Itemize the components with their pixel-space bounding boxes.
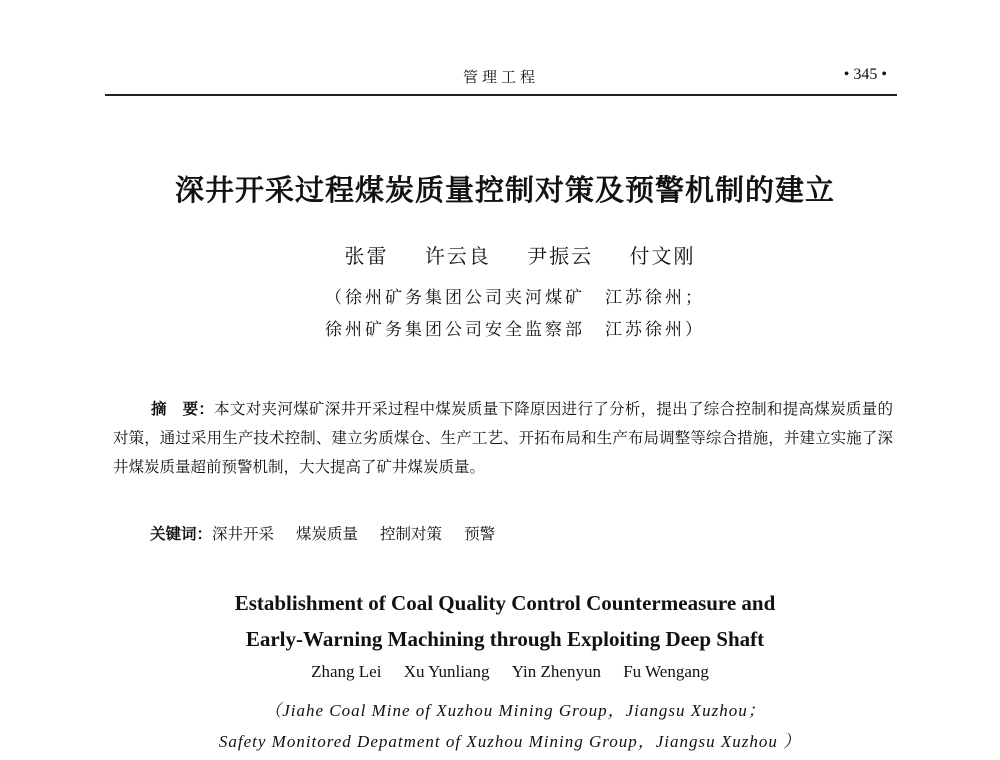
affiliation-en-line1: （Jiahe Coal Mine of Xuzhou Mining Group，Jiangsu Xuzhou； [264,701,766,720]
author-cn: 张雷 [344,244,389,268]
keyword: 深井开采 [212,525,275,543]
abstract-text: 本文对夹河煤矿深井开采过程中煤炭质量下降原因进行了分析，提出了综合控制和提高煤炭质量的对策，通过采用生产技术控制、建立劣质煤仓、生产工艺、开拓布局和生产布局调整等综合措施，并建立实施了深井煤炭质量超前预警机制，大大提高了矿井煤炭质量。 [113,400,893,476]
author-en: Xu Yunliang [403,662,490,681]
authors-cn [40,240,1000,269]
paper-title-en-line2: Early-Warning Machining through Exploiting Deep Shaft [245,627,765,651]
author-cn: 付文刚 [629,244,696,268]
paper-title-en-line1: Establishment of Coal Quality Control Countermeasure and [234,591,776,615]
keyword: 控制对策 [380,525,443,543]
running-header [105,60,897,96]
keywords-label: 关键词： [150,525,213,543]
author-en: Yin Zhenyun [511,662,601,681]
affiliation-cn-line2: 徐州矿务集团公司安全监察部 江苏徐州） [325,320,705,340]
author-cn: 尹振云 [527,244,594,268]
author-en: Zhang Lei [311,662,382,681]
abstract [113,395,893,482]
page-number: • 345 • [843,66,887,83]
author-cn: 许云良 [424,244,491,268]
affiliation-en-line2: Safety Monitored Depatment of Xuzhou Mining Group，Jiangsu Xuzhou ） [218,732,802,751]
authors-en [20,662,1000,682]
author-en: Fu Wengang [623,662,709,681]
section-title: 管理工程 [462,68,539,86]
paper-title-cn: 深井开采过程煤炭质量控制对策及预警机制的建立 [174,173,835,207]
abstract-label: 摘 要： [151,400,215,418]
keywords [150,522,517,544]
affiliation-cn-line1: （徐州矿务集团公司夹河煤矿 江苏徐州； [325,288,705,308]
keyword: 预警 [464,525,496,543]
keyword: 煤炭质量 [296,525,359,543]
